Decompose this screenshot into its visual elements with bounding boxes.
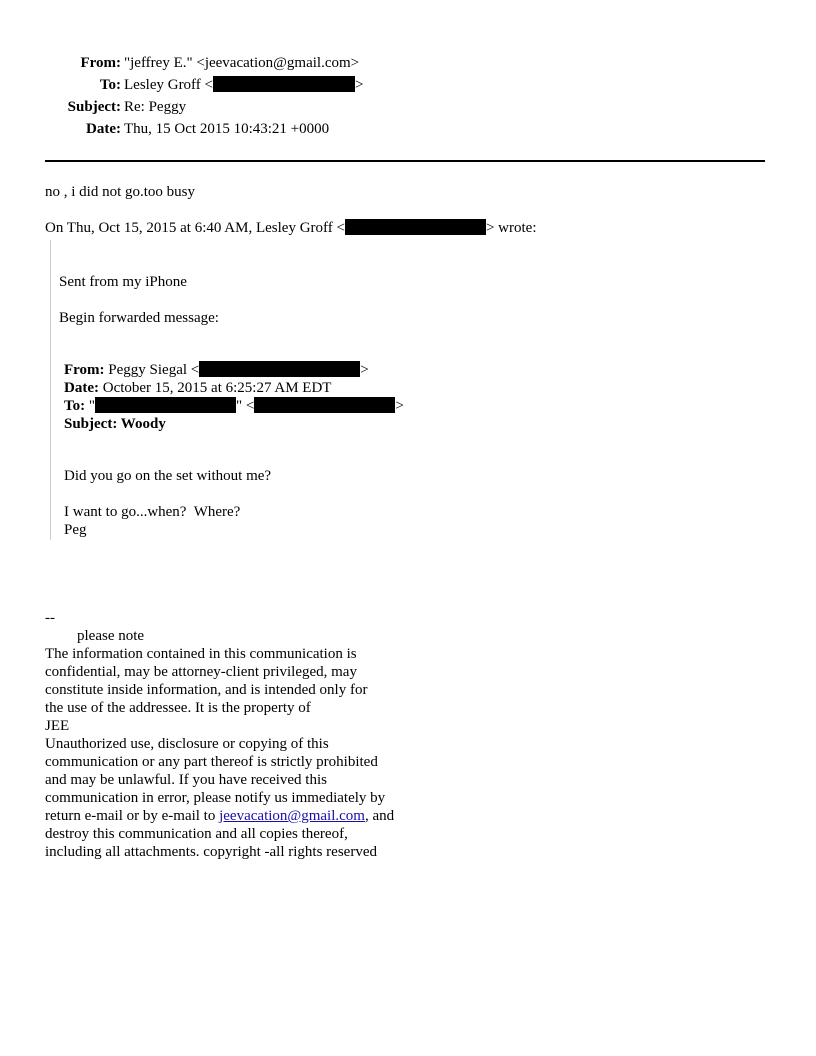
disclaimer-line: confidential, may be attorney-client privileged, may <box>45 664 357 680</box>
disclaimer-line: constitute inside information, and is intended only for <box>45 682 368 698</box>
return-text: return e-mail or by e-mail to <box>45 808 220 824</box>
fwd-to <box>64 397 404 415</box>
redaction-box <box>199 361 360 377</box>
date-label: Date: <box>86 121 121 137</box>
signature-dashes: -- <box>45 610 55 626</box>
disclaimer-line: and may be unlawful. If you have received this <box>45 772 327 788</box>
quote-bar <box>50 240 51 540</box>
attribution-text: On Thu, Oct 15, 2015 at 6:40 AM, Lesley Groff < <box>45 220 345 236</box>
disclaimer-line: destroy this communication and all copies thereof, <box>45 826 348 842</box>
disclaimer-line: the use of the addressee. It is the property of <box>45 700 311 716</box>
reply-text: no , i did not go.too busy <box>45 184 196 200</box>
email-link[interactable]: jeevacation@gmail.com <box>219 808 365 824</box>
redaction-box <box>254 397 395 413</box>
subject-value: Re: Peggy <box>124 99 187 115</box>
return-suffix: , and <box>364 808 395 824</box>
disclaimer-line <box>45 807 394 825</box>
redaction-box <box>95 397 236 413</box>
from-label: From: <box>80 55 121 71</box>
from-value: "jeffrey E." <jeevacation@gmail.com> <box>124 55 360 71</box>
fwd-date-value: October 15, 2015 at 6:25:27 AM EDT <box>102 380 332 396</box>
sent-from: Sent from my iPhone <box>59 274 187 290</box>
attribution-line <box>45 219 537 237</box>
fwd-subject: Subject: Woody <box>64 416 166 432</box>
header-divider <box>45 160 765 162</box>
quoted-line: Did you go on the set without me? <box>64 468 272 484</box>
redaction-box <box>213 76 355 92</box>
fwd-date <box>64 379 331 397</box>
to-value: Lesley Groff < <box>124 77 213 93</box>
date-value: Thu, 15 Oct 2015 10:43:21 +0000 <box>124 121 330 137</box>
quoted-line: Peg <box>64 522 87 538</box>
fwd-from-value: Peggy Siegal < <box>108 362 200 378</box>
quoted-line: I want to go...when? Where? <box>64 504 241 520</box>
fwd-to-open: " <box>88 398 95 414</box>
header-from <box>0 54 816 72</box>
fwd-to-label: To: <box>64 398 86 414</box>
fwd-to-close: > <box>395 398 404 414</box>
please-note: please note <box>77 628 145 644</box>
to-value-end: > <box>355 77 364 93</box>
header-date <box>0 120 816 138</box>
fwd-date-label: Date: <box>64 380 99 396</box>
fwd-from-label: From: <box>64 362 105 378</box>
header-subject <box>0 98 816 116</box>
disclaimer-line: JEE <box>45 718 70 734</box>
disclaimer <box>45 645 394 861</box>
begin-forwarded: Begin forwarded message: <box>59 310 219 326</box>
fwd-to-mid: " < <box>236 398 255 414</box>
to-label: To: <box>99 77 121 93</box>
header-to <box>0 76 816 94</box>
disclaimer-line: including all attachments. copyright -all rights reserved <box>45 844 377 860</box>
disclaimer-line: Unauthorized use, disclosure or copying of this <box>45 736 329 752</box>
disclaimer-line: communication in error, please notify us immediately by <box>45 790 386 806</box>
disclaimer-line: The information contained in this communication is <box>45 646 357 662</box>
attribution-end: > wrote: <box>485 220 537 236</box>
fwd-from <box>64 361 369 379</box>
subject-label: Subject: <box>67 99 121 115</box>
redaction-box <box>345 219 486 235</box>
disclaimer-line: communication or any part thereof is strictly prohibited <box>45 754 378 770</box>
fwd-from-end: > <box>360 362 369 378</box>
